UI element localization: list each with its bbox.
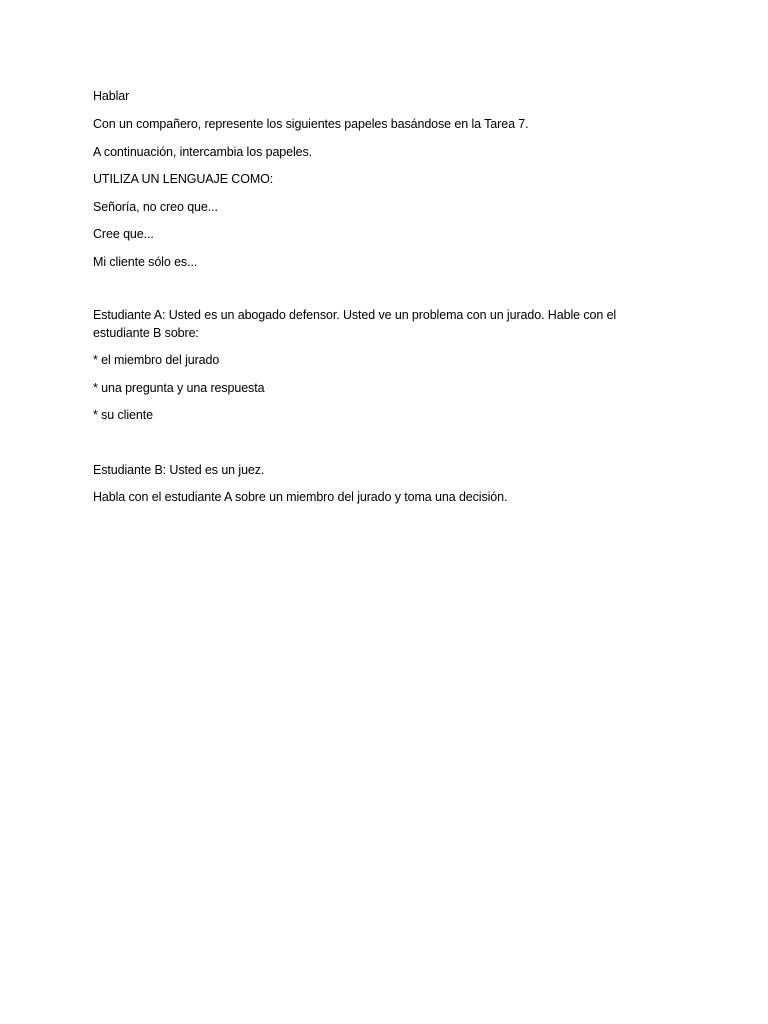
student-b-intro: Estudiante B: Usted es un juez. (93, 463, 265, 477)
student-a-point: * su cliente (93, 408, 153, 422)
phrase-item: Señoría, no creo que... (93, 200, 218, 214)
instruction-swap: A continuación, intercambia los papeles. (93, 145, 313, 159)
student-a-point: * el miembro del jurado (93, 353, 220, 367)
heading-hablar: Hablar (93, 89, 130, 103)
student-a-intro: Estudiante A: Usted es un abogado defensor. Usted ve un problema con un jurado. Hable con el estudiante B sobre: (93, 308, 617, 340)
student-b-task: Habla con el estudiante A sobre un miembro del jurado y toma una decisión. (93, 490, 508, 504)
student-a-point: * una pregunta y una respuesta (93, 381, 265, 395)
phrase-item: Mi cliente sólo es... (93, 255, 198, 269)
instruction-roles: Con un compañero, represente los siguientes papeles basándose en la Tarea 7. (93, 117, 529, 131)
language-heading: UTILIZA UN LENGUAJE COMO: (93, 172, 274, 186)
phrase-item: Cree que... (93, 227, 154, 241)
